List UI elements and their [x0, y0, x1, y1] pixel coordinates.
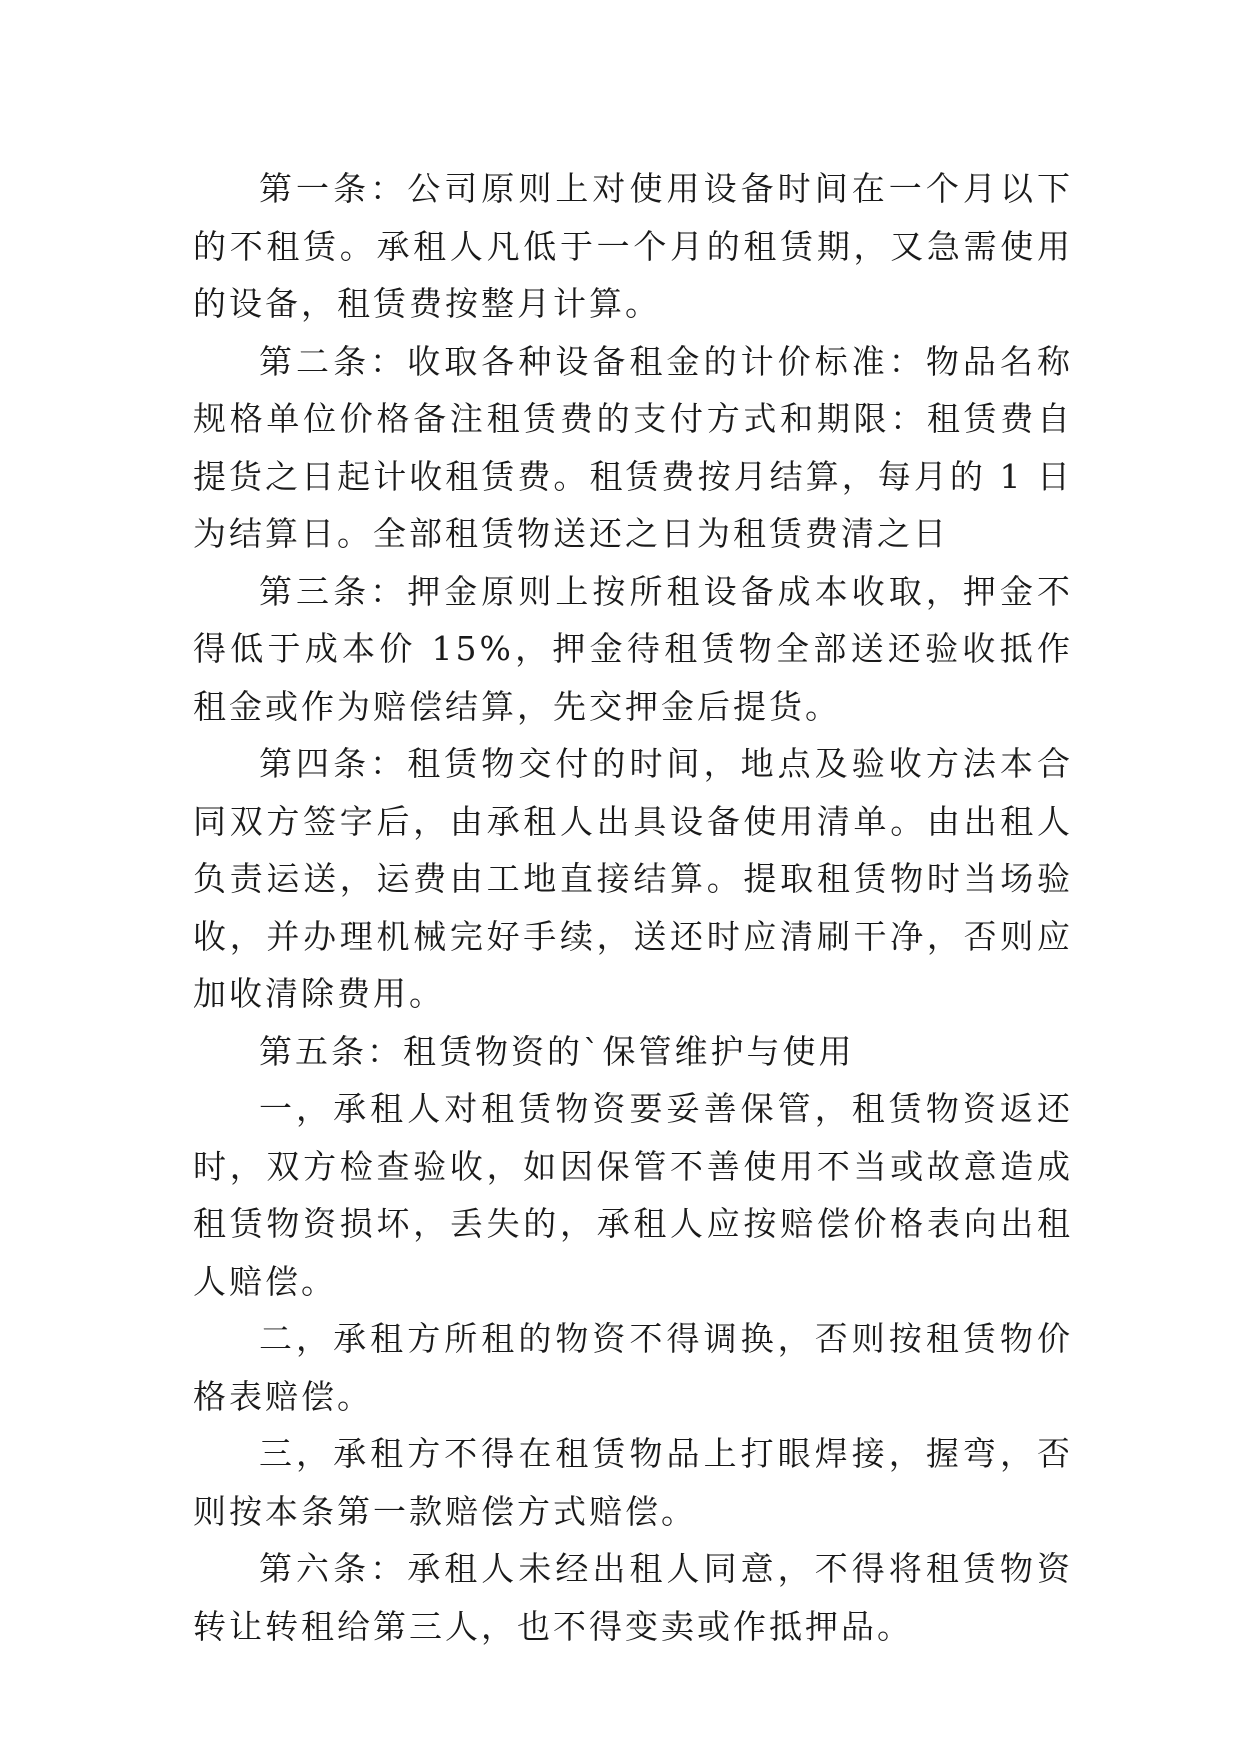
document-body	[193, 160, 1073, 1655]
article-5-clause-1: 一，承租人对租赁物资要妥善保管，租赁物资返还时，双方检查验收，如因保管不善使用不当或故意造成租赁物资损坏，丢失的，承租人应按赔偿价格表向出租人赔偿。	[193, 1089, 1073, 1301]
article-5-clause-3: 三，承租方不得在租赁物品上打眼焊接，握弯，否则按本条第一款赔偿方式赔偿。	[193, 1434, 1073, 1531]
article-1-paragraph: 第一条：公司原则上对使用设备时间在一个月以下的不租赁。承租人凡低于一个月的租赁期，又急需使用的设备，租赁费按整月计算。	[193, 169, 1073, 323]
article-5-heading: 第五条：租赁物资的`保管维护与使用	[259, 1031, 855, 1071]
article-5-clause-2: 二，承租方所租的物资不得调换，否则按租赁物价格表赔偿。	[193, 1319, 1073, 1416]
article-6-paragraph: 第六条：承租人未经出租人同意，不得将租赁物资转让转租给第三人，也不得变卖或作抵押品。	[193, 1549, 1073, 1646]
article-4-paragraph: 第四条：租赁物交付的时间，地点及验收方法本合同双方签字后，由承租人出具设备使用清单。由出租人负责运送，运费由工地直接结算。提取租赁物时当场验收，并办理机械完好手续，送还时应清刷干净，否则应加收清除费用。	[193, 744, 1073, 1013]
article-3-paragraph: 第三条：押金原则上按所租设备成本收取，押金不得低于成本价 15%，押金待租赁物全部送还验收抵作租金或作为赔偿结算，先交押金后提货。	[193, 571, 1073, 726]
article-2-paragraph: 第二条：收取各种设备租金的计价标准：物品名称规格单位价格备注租赁费的支付方式和期限：租赁费自提货之日起计收租赁费。租赁费按月结算，每月的 1 日为结算日。全部租赁物送还之日为租赁费清之日	[193, 341, 1073, 553]
